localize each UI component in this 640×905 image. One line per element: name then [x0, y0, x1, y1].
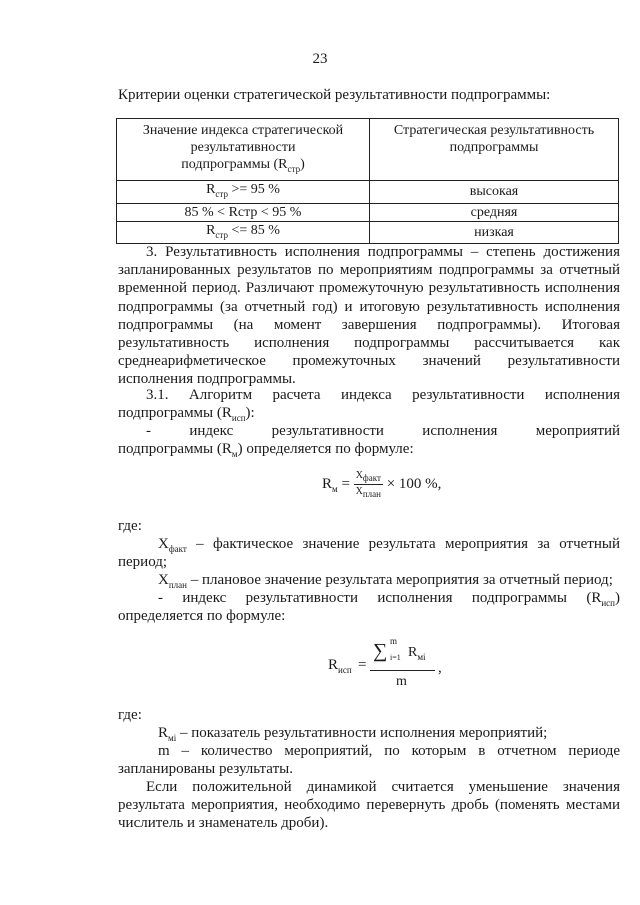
where-label-1: где: — [118, 518, 142, 534]
def-x-fact: $X_{факт}$ – фактическое значение результата мероприятия за отчетный — [158, 536, 620, 554]
row-result: низкая — [370, 221, 619, 244]
sum-sign: ∑ — [373, 640, 388, 662]
criteria-table — [116, 118, 619, 244]
row-result: средняя — [370, 203, 619, 221]
def-rmi: $R_{мi}$ – показатель результативности исполнения мероприятий; — [158, 725, 548, 743]
bullet-1-line1: - индекс результативности исполнения мероприятий — [146, 423, 620, 439]
formula-risp: $R_{исп}$ = ∑ m i=1 $R_{мi}$ m , — [328, 636, 442, 689]
def-x-fact-line2: период; — [118, 554, 168, 570]
header-strategic-result: Стратегическая результативность подпрограммы — [370, 119, 619, 181]
fraction-bar — [370, 670, 435, 671]
bullet-2-line2: определяется по формуле: — [118, 608, 286, 624]
row-condition: 85 % < Rстр < 95 % — [117, 203, 370, 221]
paragraph-3: 3. Результативность исполнения подпрограммы – степень достижения запланированных результатов по мероприятиям подпрограммы за отчетный временной период. Различают промежуточную результативность исполнения подпрограммы (за отчетный год) и итоговую результативность исполнения подпрограммы (на момент завершения подпрограммы). Итоговая результативность исполнения подпрограммы рассчитывается как среднеарифметическое промежуточных значений результативности исполнения подпрограммы. — [118, 244, 620, 388]
section-3-1-line2: подпрограммы $(R_{исп})$: — [118, 405, 255, 423]
table-row — [117, 221, 619, 244]
section-3-1-line1: 3.1. Алгоритм расчета индекса результативности исполнения — [146, 387, 620, 403]
table-row — [117, 180, 619, 203]
def-m-line1: m – количество мероприятий, по которым в отчетном периоде — [158, 743, 620, 759]
def-m-line2: запланированы результаты. — [118, 761, 293, 777]
table-row — [117, 203, 619, 221]
where-label-2: где: — [118, 707, 142, 723]
row-result: высокая — [370, 180, 619, 203]
last-paragraph: Если положительной динамикой считается уменьшение значения результата мероприятия, необходимо перевернуть дробь (поменять местами числитель и знаменатель дроби). — [118, 779, 620, 832]
row-condition: $R_{стр} <= 85$ % — [117, 221, 370, 244]
formula-rm: $R_м$ = $\frac{X_{факт}}{X_{план}}$ × 100 %, — [322, 470, 442, 499]
header-index-value: Значение индекса стратегической результативности подпрограммы $(R_{стр})$ — [117, 119, 370, 181]
def-x-plan: $X_{план}$ – плановое значение результата мероприятия за отчетный период; — [158, 572, 613, 590]
bullet-1-line2: подпрограммы $(R_м)$ определяется по формуле: — [118, 441, 414, 459]
bullet-2-line1: - индекс результативности исполнения подпрограммы $(R_{исп})$ — [158, 590, 620, 608]
row-condition: $R_{стр} >= 95$ % — [117, 180, 370, 203]
formula-rm-fraction: $\frac{X_{факт}}{X_{план}}$ — [355, 470, 381, 499]
page-number: 23 — [312, 51, 328, 67]
table-header-row — [117, 119, 619, 181]
table-title: Критерии оценки стратегической результативности подпрограммы: — [118, 87, 551, 103]
